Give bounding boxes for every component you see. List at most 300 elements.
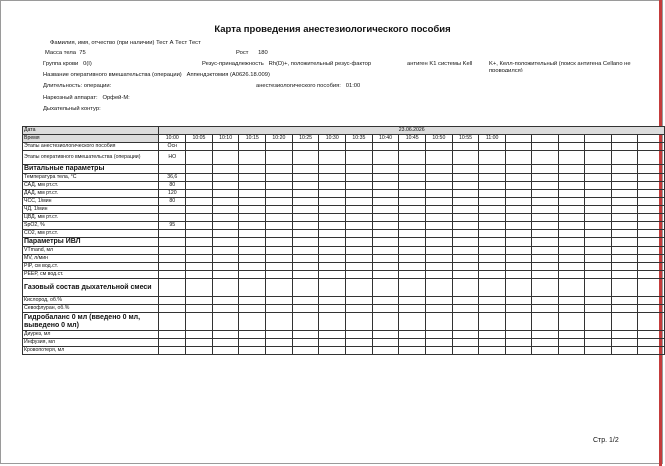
- value-cell: [319, 165, 346, 174]
- value-cell: [638, 297, 665, 305]
- value-cell: [186, 305, 213, 313]
- value-cell: [239, 230, 266, 238]
- value-cell: [346, 331, 373, 339]
- value-cell: [346, 238, 373, 247]
- value-cell: [558, 347, 584, 355]
- time-header-cell: 11:00: [479, 135, 506, 143]
- value-cell: [611, 198, 637, 206]
- value-cell: [505, 174, 531, 182]
- value-cell: [319, 279, 346, 297]
- value-cell: [611, 143, 637, 151]
- value-cell: [426, 263, 453, 271]
- value-cell: [292, 174, 319, 182]
- value-cell: [239, 331, 266, 339]
- value-cell: [452, 238, 479, 247]
- value-cell: Осн: [159, 143, 186, 151]
- value-cell: [319, 198, 346, 206]
- value-cell: [611, 214, 637, 222]
- value-cell: [372, 214, 399, 222]
- value-cell: [186, 271, 213, 279]
- value-cell: [186, 263, 213, 271]
- value-cell: [292, 214, 319, 222]
- value-cell: [452, 305, 479, 313]
- time-header-cell: 10:30: [319, 135, 346, 143]
- rh-row: [202, 61, 371, 67]
- value-cell: [426, 255, 453, 263]
- table-row: [23, 206, 665, 214]
- value-cell: [558, 151, 584, 165]
- value-cell: [479, 222, 506, 230]
- value-cell: [479, 255, 506, 263]
- value-cell: [292, 313, 319, 331]
- value-cell: [186, 165, 213, 174]
- value-cell: [212, 238, 239, 247]
- value-cell: [638, 331, 665, 339]
- value-cell: [372, 198, 399, 206]
- value-cell: [186, 198, 213, 206]
- value-cell: [399, 198, 426, 206]
- value-cell: [186, 331, 213, 339]
- row-label: CO2, мм рт.ст.: [23, 230, 159, 238]
- section-title: Витальные параметры: [23, 165, 159, 174]
- value-cell: [186, 339, 213, 347]
- value-cell: [372, 271, 399, 279]
- value-cell: [399, 347, 426, 355]
- value-cell: [638, 339, 665, 347]
- value-cell: [372, 143, 399, 151]
- value-cell: [505, 151, 531, 165]
- value-cell: [611, 255, 637, 263]
- value-cell: [372, 238, 399, 247]
- value-cell: [266, 214, 293, 222]
- value-cell: [239, 206, 266, 214]
- value-cell: [159, 238, 186, 247]
- value-cell: [585, 339, 611, 347]
- value-cell: [346, 263, 373, 271]
- value-cell: [479, 279, 506, 297]
- height-row: [236, 50, 268, 56]
- value-cell: [186, 174, 213, 182]
- table-row: [23, 263, 665, 271]
- value-cell: [239, 255, 266, 263]
- value-cell: [638, 206, 665, 214]
- value-cell: [319, 174, 346, 182]
- value-cell: [399, 174, 426, 182]
- value-cell: [266, 222, 293, 230]
- value-cell: [426, 190, 453, 198]
- value-cell: [452, 222, 479, 230]
- value-cell: [399, 190, 426, 198]
- value-cell: [585, 182, 611, 190]
- value-cell: [292, 198, 319, 206]
- value-cell: [532, 247, 558, 255]
- value-cell: [266, 238, 293, 247]
- value-cell: [452, 214, 479, 222]
- value-cell: [372, 230, 399, 238]
- value-cell: [372, 263, 399, 271]
- row-label: САД, мм рт.ст.: [23, 182, 159, 190]
- value-cell: [426, 230, 453, 238]
- value-cell: [292, 206, 319, 214]
- value-cell: [292, 182, 319, 190]
- table-row: [23, 143, 665, 151]
- value-cell: [372, 347, 399, 355]
- value-cell: [558, 222, 584, 230]
- value-cell: [585, 347, 611, 355]
- value-cell: [186, 255, 213, 263]
- value-cell: [452, 297, 479, 305]
- value-cell: [212, 230, 239, 238]
- value-cell: [346, 190, 373, 198]
- value-cell: [479, 339, 506, 347]
- value-cell: [212, 347, 239, 355]
- value-cell: [346, 347, 373, 355]
- value-cell: 80: [159, 198, 186, 206]
- value-cell: [638, 271, 665, 279]
- value-cell: [186, 247, 213, 255]
- value-cell: [399, 165, 426, 174]
- value-cell: [399, 271, 426, 279]
- value-cell: [212, 305, 239, 313]
- value-cell: [452, 206, 479, 214]
- value-cell: [399, 279, 426, 297]
- table-row: [23, 222, 665, 230]
- value-cell: [585, 331, 611, 339]
- value-cell: [319, 305, 346, 313]
- weight-row: [45, 50, 86, 56]
- value-cell: [319, 247, 346, 255]
- value-cell: [505, 214, 531, 222]
- value-cell: [372, 174, 399, 182]
- value-cell: [372, 297, 399, 305]
- value-cell: [212, 271, 239, 279]
- value-cell: [212, 339, 239, 347]
- value-cell: [292, 305, 319, 313]
- value-cell: [186, 206, 213, 214]
- value-cell: [479, 347, 506, 355]
- table-row: [23, 347, 665, 355]
- value-cell: [239, 271, 266, 279]
- value-cell: [611, 182, 637, 190]
- value-cell: [426, 214, 453, 222]
- value-cell: [319, 151, 346, 165]
- value-cell: [346, 182, 373, 190]
- value-cell: [186, 143, 213, 151]
- value-cell: [638, 198, 665, 206]
- value-cell: [585, 313, 611, 331]
- value-cell: [426, 247, 453, 255]
- table-row: [23, 305, 665, 313]
- time-row: [23, 135, 665, 143]
- value-cell: [426, 165, 453, 174]
- value-cell: [159, 263, 186, 271]
- value-cell: [346, 165, 373, 174]
- value-cell: [479, 238, 506, 247]
- value-cell: [292, 222, 319, 230]
- value-cell: [532, 279, 558, 297]
- value-cell: [346, 230, 373, 238]
- value-cell: [505, 271, 531, 279]
- value-cell: [558, 143, 584, 151]
- blood-value: 0(I): [83, 61, 92, 67]
- value-cell: [159, 271, 186, 279]
- value-cell: [212, 190, 239, 198]
- time-header-cell: 10:15: [239, 135, 266, 143]
- value-cell: [159, 297, 186, 305]
- value-cell: [426, 238, 453, 247]
- row-label: ЦВД, мм рт.ст.: [23, 214, 159, 222]
- value-cell: [266, 271, 293, 279]
- value-cell: [558, 247, 584, 255]
- value-cell: [558, 165, 584, 174]
- value-cell: [399, 305, 426, 313]
- value-cell: [532, 339, 558, 347]
- table-row: [23, 230, 665, 238]
- value-cell: [611, 347, 637, 355]
- value-cell: [558, 279, 584, 297]
- value-cell: [239, 263, 266, 271]
- section-title: Параметры ИВЛ: [23, 238, 159, 247]
- value-cell: [212, 222, 239, 230]
- value-cell: [611, 190, 637, 198]
- value-cell: [372, 151, 399, 165]
- value-cell: [479, 151, 506, 165]
- value-cell: [452, 198, 479, 206]
- value-cell: [532, 271, 558, 279]
- value-cell: [532, 182, 558, 190]
- value-cell: [505, 313, 531, 331]
- time-header-cell: [505, 135, 531, 143]
- time-header-cell: 10:35: [346, 135, 373, 143]
- value-cell: [532, 313, 558, 331]
- value-cell: [452, 230, 479, 238]
- value-cell: [212, 174, 239, 182]
- value-cell: [638, 182, 665, 190]
- value-cell: [532, 347, 558, 355]
- value-cell: [239, 182, 266, 190]
- table-row: [23, 247, 665, 255]
- value-cell: [611, 174, 637, 182]
- value-cell: [585, 151, 611, 165]
- value-cell: [505, 206, 531, 214]
- value-cell: [505, 238, 531, 247]
- value-cell: [585, 271, 611, 279]
- value-cell: [452, 143, 479, 151]
- device-row: [43, 95, 130, 101]
- value-cell: [266, 313, 293, 331]
- value-cell: [585, 297, 611, 305]
- value-cell: [479, 214, 506, 222]
- value-cell: [638, 214, 665, 222]
- value-cell: [266, 143, 293, 151]
- value-cell: [319, 230, 346, 238]
- value-cell: [372, 165, 399, 174]
- value-cell: [426, 279, 453, 297]
- weight-value: 75: [79, 50, 86, 56]
- value-cell: [558, 313, 584, 331]
- value-cell: [292, 279, 319, 297]
- value-cell: [212, 182, 239, 190]
- value-cell: [532, 305, 558, 313]
- value-cell: [558, 271, 584, 279]
- value-cell: [532, 255, 558, 263]
- duration-label: Длительность: операции:: [43, 83, 112, 89]
- value-cell: [159, 206, 186, 214]
- value-cell: [159, 305, 186, 313]
- value-cell: [266, 347, 293, 355]
- row-label: Диурез, мл: [23, 331, 159, 339]
- value-cell: [266, 151, 293, 165]
- section-header-row: [23, 238, 665, 247]
- value-cell: [558, 255, 584, 263]
- value-cell: [319, 331, 346, 339]
- value-cell: [292, 339, 319, 347]
- value-cell: [638, 238, 665, 247]
- value-cell: [532, 151, 558, 165]
- rh-label: Резус-принадлежность: [202, 61, 264, 67]
- blood-label: Группа крови: [43, 61, 79, 67]
- value-cell: [638, 279, 665, 297]
- kell-antigen: антиген K1 системы Kell: [407, 61, 473, 67]
- value-cell: [479, 198, 506, 206]
- value-cell: [479, 143, 506, 151]
- value-cell: [585, 214, 611, 222]
- value-cell: [212, 331, 239, 339]
- height-value: 180: [258, 50, 268, 56]
- value-cell: [532, 238, 558, 247]
- patient-name-label: Фамилия, имя, отчество (при наличии): [50, 40, 155, 46]
- value-cell: [159, 313, 186, 331]
- value-cell: [532, 263, 558, 271]
- row-label: SpO2, %: [23, 222, 159, 230]
- value-cell: [426, 143, 453, 151]
- value-cell: [452, 331, 479, 339]
- value-cell: [159, 331, 186, 339]
- value-cell: [399, 238, 426, 247]
- value-cell: [319, 214, 346, 222]
- value-cell: [186, 214, 213, 222]
- value-cell: [532, 214, 558, 222]
- row-label: PIP, см вод.ст.: [23, 263, 159, 271]
- value-cell: [372, 339, 399, 347]
- value-cell: [532, 222, 558, 230]
- time-label: Время: [23, 135, 159, 143]
- value-cell: [558, 214, 584, 222]
- value-cell: [266, 339, 293, 347]
- value-cell: [239, 151, 266, 165]
- row-label: ДАД, мм рт.ст.: [23, 190, 159, 198]
- value-cell: [505, 279, 531, 297]
- value-cell: [585, 255, 611, 263]
- circuit-label: Дыхательный контур:: [43, 106, 101, 112]
- value-cell: [638, 174, 665, 182]
- value-cell: [346, 313, 373, 331]
- value-cell: [239, 347, 266, 355]
- time-header-cell: 10:10: [212, 135, 239, 143]
- date-label: Дата: [23, 127, 159, 135]
- value-cell: [505, 347, 531, 355]
- value-cell: [479, 331, 506, 339]
- value-cell: [319, 182, 346, 190]
- value-cell: [239, 214, 266, 222]
- time-header-cell: 10:50: [426, 135, 453, 143]
- value-cell: [292, 143, 319, 151]
- value-cell: [239, 143, 266, 151]
- table-row: [23, 339, 665, 347]
- value-cell: [611, 151, 637, 165]
- value-cell: [638, 151, 665, 165]
- value-cell: [319, 206, 346, 214]
- anesthesia-chart-table: [22, 126, 665, 355]
- time-header-cell: [585, 135, 611, 143]
- value-cell: [426, 305, 453, 313]
- value-cell: [479, 297, 506, 305]
- operation-row: [43, 72, 270, 78]
- table-row: [23, 174, 665, 182]
- time-header-cell: 10:00: [159, 135, 186, 143]
- value-cell: [239, 190, 266, 198]
- value-cell: [452, 151, 479, 165]
- value-cell: [611, 238, 637, 247]
- value-cell: [399, 230, 426, 238]
- value-cell: [346, 279, 373, 297]
- value-cell: [399, 263, 426, 271]
- operation-label: Название оперативного вмешательства (операции): [43, 72, 182, 78]
- date-value: 23.06.2026: [159, 127, 665, 135]
- value-cell: [346, 143, 373, 151]
- section-header-row: [23, 165, 665, 174]
- value-cell: [212, 313, 239, 331]
- row-label: MV, л/мин: [23, 255, 159, 263]
- value-cell: [611, 305, 637, 313]
- value-cell: [212, 255, 239, 263]
- value-cell: [346, 339, 373, 347]
- value-cell: [585, 174, 611, 182]
- value-cell: [585, 222, 611, 230]
- value-cell: [611, 339, 637, 347]
- value-cell: [452, 271, 479, 279]
- value-cell: [479, 230, 506, 238]
- value-cell: [239, 222, 266, 230]
- value-cell: [319, 238, 346, 247]
- patient-name-value: Тест А Тест Тест: [156, 40, 201, 46]
- value-cell: [239, 313, 266, 331]
- value-cell: [532, 198, 558, 206]
- value-cell: [638, 255, 665, 263]
- value-cell: [558, 190, 584, 198]
- value-cell: [585, 279, 611, 297]
- value-cell: [611, 313, 637, 331]
- value-cell: [399, 206, 426, 214]
- value-cell: [372, 190, 399, 198]
- value-cell: [505, 339, 531, 347]
- time-header-cell: 10:20: [266, 135, 293, 143]
- value-cell: [638, 247, 665, 255]
- value-cell: [159, 214, 186, 222]
- value-cell: [212, 206, 239, 214]
- value-cell: [505, 263, 531, 271]
- value-cell: [399, 255, 426, 263]
- value-cell: [186, 190, 213, 198]
- value-cell: [372, 182, 399, 190]
- value-cell: [452, 313, 479, 331]
- value-cell: [292, 255, 319, 263]
- value-cell: [611, 165, 637, 174]
- value-cell: [426, 347, 453, 355]
- value-cell: [399, 143, 426, 151]
- time-header-cell: 10:55: [452, 135, 479, 143]
- value-cell: [346, 305, 373, 313]
